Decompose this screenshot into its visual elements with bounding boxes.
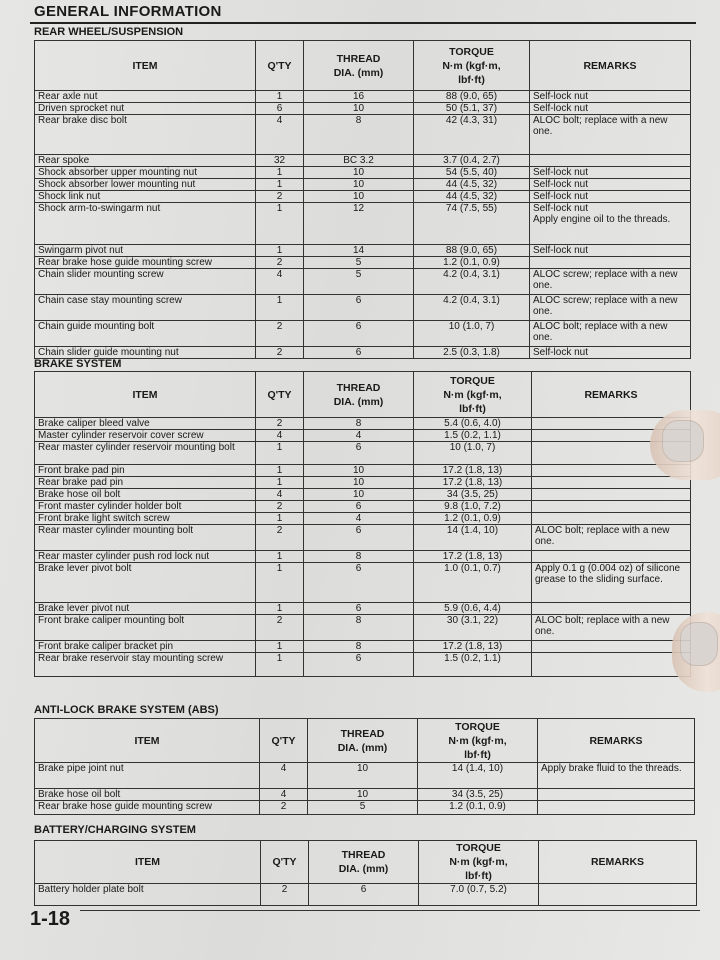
remarks-cell: ALOC bolt; replace with a new one. xyxy=(532,615,691,641)
item-cell: Front brake light switch screw xyxy=(35,513,256,525)
item-cell: Rear master cylinder mounting bolt xyxy=(35,525,256,551)
col-header-thread-label: THREAD xyxy=(340,727,385,740)
torque-cell: 5.4 (0.6, 4.0) xyxy=(414,418,532,430)
remarks-cell xyxy=(539,884,697,906)
item-cell: Rear master cylinder reservoir mounting bolt xyxy=(35,442,256,465)
qty-cell: 2 xyxy=(256,501,304,513)
thread-dia-cell: 6 xyxy=(304,563,414,603)
thread-dia-cell: 10 xyxy=(308,789,418,801)
table-row xyxy=(35,884,697,906)
battery-table xyxy=(34,840,697,906)
torque-cell: 7.0 (0.7, 5.2) xyxy=(419,884,539,906)
table-row xyxy=(35,501,691,513)
col-header-remarks: REMARKS xyxy=(539,841,697,884)
qty-cell: 2 xyxy=(256,525,304,551)
remarks-cell: Self-lock nut xyxy=(530,245,691,257)
item-cell: Brake pipe joint nut xyxy=(35,763,260,789)
torque-cell: 50 (5.1, 37) xyxy=(414,103,530,115)
table-row xyxy=(35,155,691,167)
qty-cell: 1 xyxy=(256,513,304,525)
remarks-cell xyxy=(532,501,691,513)
torque-cell: 44 (4.5, 32) xyxy=(414,191,530,203)
item-cell: Rear axle nut xyxy=(35,91,256,103)
qty-cell: 2 xyxy=(256,615,304,641)
torque-cell: 5.9 (0.6, 4.4) xyxy=(414,603,532,615)
item-cell: Shock link nut xyxy=(35,191,256,203)
table-row xyxy=(35,477,691,489)
item-cell: Chain guide mounting bolt xyxy=(35,321,256,347)
item-cell: Rear brake reservoir stay mounting screw xyxy=(35,653,256,677)
thread-dia-cell: 6 xyxy=(304,501,414,513)
torque-cell: 1.2 (0.1, 0.9) xyxy=(414,513,532,525)
torque-cell: 10 (1.0, 7) xyxy=(414,321,530,347)
qty-cell: 1 xyxy=(256,653,304,677)
item-cell: Driven sprocket nut xyxy=(35,103,256,115)
torque-cell: 1.5 (0.2, 1.1) xyxy=(414,653,532,677)
col-header-torque-label: TORQUE xyxy=(455,720,500,733)
table-row xyxy=(35,179,691,191)
torque-cell: 1.2 (0.1, 0.9) xyxy=(414,257,530,269)
table-row xyxy=(35,603,691,615)
thread-dia-cell: 5 xyxy=(304,269,414,295)
torque-cell: 1.0 (0.1, 0.7) xyxy=(414,563,532,603)
torque-cell: 1.5 (0.2, 1.1) xyxy=(414,430,532,442)
col-header-dia-label: DIA. (mm) xyxy=(338,863,389,875)
qty-cell: 32 xyxy=(256,155,304,167)
table-row xyxy=(35,801,695,815)
torque-cell: 42 (4.3, 31) xyxy=(414,115,530,155)
section-heading-brake: BRAKE SYSTEM xyxy=(34,358,122,370)
qty-cell: 1 xyxy=(256,295,304,321)
item-cell: Shock absorber lower mounting nut xyxy=(35,179,256,191)
table-row xyxy=(35,442,691,465)
col-header-thread xyxy=(308,719,418,763)
remarks-cell xyxy=(532,477,691,489)
thread-dia-cell: 8 xyxy=(304,551,414,563)
table-row xyxy=(35,763,695,789)
qty-cell: 1 xyxy=(256,442,304,465)
remarks-cell: ALOC screw; replace with a new one. xyxy=(530,269,691,295)
table-row xyxy=(35,257,691,269)
header-row xyxy=(35,41,691,91)
remarks-cell: Self-lock nut xyxy=(530,347,691,359)
table-row xyxy=(35,418,691,430)
table-row xyxy=(35,191,691,203)
section-heading-rear-wheel: REAR WHEEL/SUSPENSION xyxy=(34,26,184,38)
qty-cell: 1 xyxy=(256,465,304,477)
thread-dia-cell: 10 xyxy=(304,489,414,501)
col-header-torque-units2: lbf·ft) xyxy=(464,748,491,761)
thread-dia-cell: 6 xyxy=(304,321,414,347)
item-cell: Front brake pad pin xyxy=(35,465,256,477)
remarks-cell: Self-lock nut xyxy=(530,103,691,115)
item-cell: Front master cylinder holder bolt xyxy=(35,501,256,513)
table-row xyxy=(35,91,691,103)
col-header-item: ITEM xyxy=(35,841,261,884)
item-cell: Brake hose oil bolt xyxy=(35,789,260,801)
thread-dia-cell: 12 xyxy=(304,203,414,245)
table-row xyxy=(35,563,691,603)
qty-cell: 2 xyxy=(256,321,304,347)
torque-cell: 34 (3.5, 25) xyxy=(418,789,538,801)
thread-dia-cell: 5 xyxy=(308,801,418,815)
remarks-cell: Self-lock nut xyxy=(530,91,691,103)
item-cell: Rear brake disc bolt xyxy=(35,115,256,155)
item-cell: Brake caliper bleed valve xyxy=(35,418,256,430)
thread-dia-cell: 10 xyxy=(308,763,418,789)
fingernail-top xyxy=(662,420,704,462)
torque-cell: 4.2 (0.4, 3.1) xyxy=(414,295,530,321)
thread-dia-cell: 6 xyxy=(304,603,414,615)
col-header-thread xyxy=(304,372,414,418)
thread-dia-cell: 14 xyxy=(304,245,414,257)
table-row xyxy=(35,641,691,653)
table-row xyxy=(35,513,691,525)
col-header-item: ITEM xyxy=(35,719,260,763)
col-header-thread-label: THREAD xyxy=(341,849,386,861)
col-header-torque-units: N·m (kgf·m, xyxy=(443,388,502,401)
torque-cell: 30 (3.1, 22) xyxy=(414,615,532,641)
col-header-thread-label: THREAD xyxy=(336,52,381,65)
col-header-thread-label: THREAD xyxy=(336,381,381,394)
remarks-cell: Self-lock nut xyxy=(530,167,691,179)
col-header-qty: Q'TY xyxy=(260,719,308,763)
thread-dia-cell: 8 xyxy=(304,641,414,653)
qty-cell: 1 xyxy=(256,245,304,257)
torque-cell: 88 (9.0, 65) xyxy=(414,245,530,257)
qty-cell: 4 xyxy=(260,763,308,789)
thread-dia-cell: 10 xyxy=(304,179,414,191)
col-header-torque xyxy=(419,841,539,884)
thread-dia-cell: 4 xyxy=(304,430,414,442)
table-row xyxy=(35,245,691,257)
remarks-cell: ALOC bolt; replace with a new one. xyxy=(530,115,691,155)
item-cell: Shock absorber upper mounting nut xyxy=(35,167,256,179)
col-header-dia-label: DIA. (mm) xyxy=(333,395,384,408)
col-header-item: ITEM xyxy=(35,372,256,418)
thread-dia-cell: 10 xyxy=(304,191,414,203)
remarks-cell xyxy=(532,551,691,563)
col-header-torque-units2: lbf·ft) xyxy=(459,402,486,415)
item-cell: Shock arm-to-swingarm nut xyxy=(35,203,256,245)
torque-cell: 17.2 (1.8, 13) xyxy=(414,551,532,563)
torque-cell: 2.5 (0.3, 1.8) xyxy=(414,347,530,359)
col-header-torque-label: TORQUE xyxy=(456,842,501,854)
item-cell: Swingarm pivot nut xyxy=(35,245,256,257)
remarks-cell: ALOC bolt; replace with a new one. xyxy=(532,525,691,551)
thread-dia-cell: 16 xyxy=(304,91,414,103)
remarks-cell: Apply brake fluid to the threads. xyxy=(538,763,695,789)
qty-cell: 1 xyxy=(256,179,304,191)
header-row xyxy=(35,719,695,763)
qty-cell: 2 xyxy=(260,801,308,815)
page-title: GENERAL INFORMATION xyxy=(34,3,222,20)
remarks-cell xyxy=(538,789,695,801)
col-header-torque xyxy=(414,372,532,418)
torque-cell: 4.2 (0.4, 3.1) xyxy=(414,269,530,295)
col-header-thread xyxy=(309,841,419,884)
table-row xyxy=(35,103,691,115)
qty-cell: 6 xyxy=(256,103,304,115)
thread-dia-cell: 10 xyxy=(304,103,414,115)
torque-cell: 14 (1.4, 10) xyxy=(414,525,532,551)
thread-dia-cell: 6 xyxy=(304,295,414,321)
torque-cell: 9.8 (1.0, 7.2) xyxy=(414,501,532,513)
item-cell: Rear brake hose guide mounting screw xyxy=(35,257,256,269)
qty-cell: 1 xyxy=(256,91,304,103)
torque-cell: 17.2 (1.8, 13) xyxy=(414,641,532,653)
thread-dia-cell: BC 3.2 xyxy=(304,155,414,167)
remarks-cell: Self-lock nut Apply engine oil to the threads. xyxy=(530,203,691,245)
col-header-torque-units2: lbf·ft) xyxy=(465,870,492,882)
torque-cell: 17.2 (1.8, 13) xyxy=(414,477,532,489)
item-cell: Front brake caliper bracket pin xyxy=(35,641,256,653)
thread-dia-cell: 6 xyxy=(304,653,414,677)
thread-dia-cell: 10 xyxy=(304,477,414,489)
col-header-qty: Q'TY xyxy=(256,372,304,418)
remarks-cell xyxy=(538,801,695,815)
qty-cell: 4 xyxy=(260,789,308,801)
col-header-torque-units2: lbf·ft) xyxy=(458,73,485,86)
torque-cell: 44 (4.5, 32) xyxy=(414,179,530,191)
col-header-torque-units: N·m (kgf·m, xyxy=(442,59,501,72)
thread-dia-cell: 10 xyxy=(304,465,414,477)
col-header-qty: Q'TY xyxy=(256,41,304,91)
remarks-cell xyxy=(530,155,691,167)
col-header-torque xyxy=(418,719,538,763)
thread-dia-cell: 6 xyxy=(304,525,414,551)
thread-dia-cell: 10 xyxy=(304,167,414,179)
thread-dia-cell: 6 xyxy=(304,442,414,465)
qty-cell: 4 xyxy=(256,115,304,155)
item-cell: Master cylinder reservoir cover screw xyxy=(35,430,256,442)
qty-cell: 2 xyxy=(256,191,304,203)
table-row xyxy=(35,525,691,551)
remarks-cell xyxy=(532,641,691,653)
rear-wheel-table xyxy=(34,40,691,359)
table-row xyxy=(35,489,691,501)
item-cell: Rear brake hose guide mounting screw xyxy=(35,801,260,815)
qty-cell: 2 xyxy=(261,884,309,906)
thread-dia-cell: 6 xyxy=(309,884,419,906)
torque-cell: 88 (9.0, 65) xyxy=(414,91,530,103)
remarks-cell xyxy=(532,653,691,677)
finger-top xyxy=(650,410,720,480)
qty-cell: 1 xyxy=(256,563,304,603)
col-header-thread xyxy=(304,41,414,91)
remarks-cell: Self-lock nut xyxy=(530,179,691,191)
qty-cell: 1 xyxy=(256,167,304,179)
qty-cell: 2 xyxy=(256,347,304,359)
col-header-item: ITEM xyxy=(35,41,256,91)
remarks-cell: Apply 0.1 g (0.004 oz) of silicone grease to the sliding surface. xyxy=(532,563,691,603)
torque-cell: 54 (5.5, 40) xyxy=(414,167,530,179)
item-cell: Chain case stay mounting screw xyxy=(35,295,256,321)
qty-cell: 1 xyxy=(256,477,304,489)
col-header-dia-label: DIA. (mm) xyxy=(333,66,384,79)
col-header-remarks: REMARKS xyxy=(530,41,691,91)
item-cell: Rear spoke xyxy=(35,155,256,167)
remarks-cell: ALOC screw; replace with a new one. xyxy=(530,295,691,321)
thread-dia-cell: 4 xyxy=(304,513,414,525)
remarks-cell xyxy=(532,513,691,525)
torque-cell: 1.2 (0.1, 0.9) xyxy=(418,801,538,815)
table-row xyxy=(35,615,691,641)
thread-dia-cell: 8 xyxy=(304,418,414,430)
torque-cell: 74 (7.5, 55) xyxy=(414,203,530,245)
item-cell: Brake hose oil bolt xyxy=(35,489,256,501)
remarks-cell xyxy=(532,603,691,615)
table-row xyxy=(35,551,691,563)
col-header-torque-label: TORQUE xyxy=(449,45,494,58)
item-cell: Rear master cylinder push rod lock nut xyxy=(35,551,256,563)
page-number: 1-18 xyxy=(30,908,71,930)
col-header-remarks: REMARKS xyxy=(538,719,695,763)
fingernail-bottom xyxy=(680,622,718,666)
torque-cell: 3.7 (0.4, 2.7) xyxy=(414,155,530,167)
bottom-rule xyxy=(80,910,700,911)
table-row xyxy=(35,203,691,245)
table-row xyxy=(35,465,691,477)
table-row xyxy=(35,430,691,442)
qty-cell: 1 xyxy=(256,551,304,563)
qty-cell: 4 xyxy=(256,430,304,442)
table-row xyxy=(35,347,691,359)
thread-dia-cell: 8 xyxy=(304,115,414,155)
header-row xyxy=(35,372,691,418)
table-row xyxy=(35,321,691,347)
section-heading-battery: BATTERY/CHARGING SYSTEM xyxy=(34,824,196,836)
item-cell: Front brake caliper mounting bolt xyxy=(35,615,256,641)
table-row xyxy=(35,789,695,801)
brake-system-table xyxy=(34,371,691,677)
finger-bottom xyxy=(672,612,720,692)
qty-cell: 1 xyxy=(256,641,304,653)
remarks-cell: Self-lock nut xyxy=(530,191,691,203)
item-cell: Brake lever pivot nut xyxy=(35,603,256,615)
item-cell: Brake lever pivot bolt xyxy=(35,563,256,603)
col-header-torque-label: TORQUE xyxy=(450,374,495,387)
qty-cell: 1 xyxy=(256,603,304,615)
table-row xyxy=(35,269,691,295)
torque-cell: 34 (3.5, 25) xyxy=(414,489,532,501)
col-header-torque-units: N·m (kgf·m, xyxy=(448,734,507,747)
remarks-cell xyxy=(532,489,691,501)
table-row xyxy=(35,167,691,179)
title-rule xyxy=(30,22,696,24)
section-heading-abs: ANTI-LOCK BRAKE SYSTEM (ABS) xyxy=(34,704,219,716)
thread-dia-cell: 8 xyxy=(304,615,414,641)
remarks-cell xyxy=(530,257,691,269)
abs-table xyxy=(34,718,695,815)
col-header-torque xyxy=(414,41,530,91)
qty-cell: 4 xyxy=(256,269,304,295)
qty-cell: 4 xyxy=(256,489,304,501)
thread-dia-cell: 5 xyxy=(304,257,414,269)
col-header-qty: Q'TY xyxy=(261,841,309,884)
torque-cell: 10 (1.0, 7) xyxy=(414,442,532,465)
table-row xyxy=(35,115,691,155)
table-row xyxy=(35,295,691,321)
torque-cell: 14 (1.4, 10) xyxy=(418,763,538,789)
item-cell: Battery holder plate bolt xyxy=(35,884,261,906)
col-header-dia-label: DIA. (mm) xyxy=(337,741,388,754)
torque-cell: 17.2 (1.8, 13) xyxy=(414,465,532,477)
table-row xyxy=(35,653,691,677)
qty-cell: 2 xyxy=(256,418,304,430)
qty-cell: 2 xyxy=(256,257,304,269)
item-cell: Rear brake pad pin xyxy=(35,477,256,489)
item-cell: Chain slider guide mounting nut xyxy=(35,347,256,359)
thread-dia-cell: 6 xyxy=(304,347,414,359)
col-header-remarks: REMARKS xyxy=(532,372,691,418)
header-row xyxy=(35,841,697,884)
item-cell: Chain slider mounting screw xyxy=(35,269,256,295)
col-header-torque-units: N·m (kgf·m, xyxy=(449,856,508,868)
remarks-cell: ALOC bolt; replace with a new one. xyxy=(530,321,691,347)
qty-cell: 1 xyxy=(256,203,304,245)
